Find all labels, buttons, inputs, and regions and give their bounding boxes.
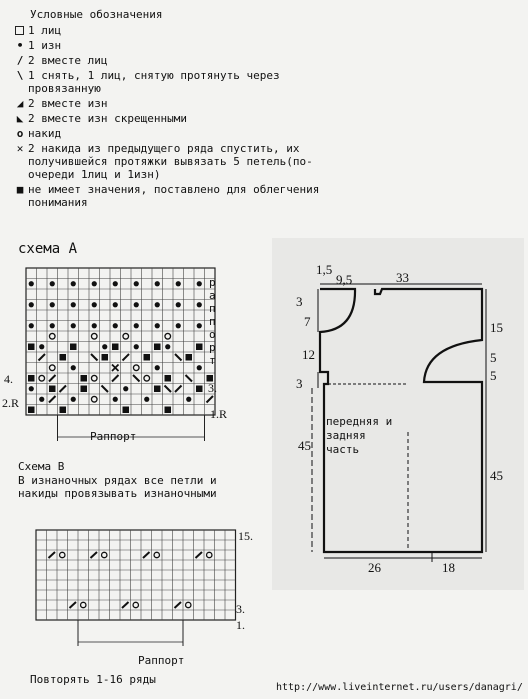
- yarn-over-circle: [154, 552, 159, 557]
- legend-item-text: 1 изн: [28, 39, 62, 52]
- purl-dot: [155, 281, 160, 286]
- purl-dot: [186, 397, 191, 402]
- yarn-over-circle: [144, 375, 150, 381]
- purl-dot: [197, 302, 202, 307]
- purl-dot: [71, 365, 76, 370]
- purl-dot: [102, 344, 107, 349]
- filled-dot-icon: •: [16, 39, 24, 52]
- filled-square: [81, 375, 88, 382]
- decrease-slash: [102, 386, 109, 393]
- decrease-slash: [91, 354, 98, 361]
- decrease-slash: [60, 386, 67, 393]
- scheme-b-repeat-label: Раппорт: [138, 654, 185, 667]
- purl-dot: [155, 302, 160, 307]
- filled-square: [154, 386, 161, 393]
- yarn-over-circle: [165, 333, 171, 339]
- side-letter: п: [209, 315, 216, 328]
- dim-5b: 5: [490, 368, 497, 383]
- bold-slash-right-icon: ◢: [16, 97, 24, 110]
- side-letter: о: [209, 328, 216, 341]
- scheme-a-row-3: 3.: [208, 381, 217, 395]
- purl-dot: [134, 344, 139, 349]
- decrease-slash: [196, 552, 203, 558]
- yarn-over-circle: [123, 333, 129, 339]
- scheme-a-repeat-label: Раппорт: [90, 430, 137, 443]
- purl-dot: [50, 302, 55, 307]
- filled-square: [165, 375, 172, 382]
- filled-square-icon: ■: [16, 183, 24, 196]
- part-label-1: передняя и: [326, 415, 393, 428]
- purl-dot: [155, 365, 160, 370]
- yarn-over-circle: [133, 602, 138, 607]
- purl-dot: [29, 302, 34, 307]
- scheme-a-row-2R: 2.R: [2, 396, 20, 410]
- purl-dot: [176, 281, 181, 286]
- dim-18: 18: [442, 560, 455, 575]
- dim-5: 5: [490, 350, 497, 365]
- legend-item-text: 1 снять, 1 лиц, снятую протянуть через: [28, 69, 280, 82]
- decrease-slash: [49, 552, 56, 558]
- purl-dot: [165, 344, 170, 349]
- legend-item-text: понимания: [28, 196, 88, 209]
- legend-item-text: 2 вместе изн скрещенными: [28, 112, 187, 125]
- scheme-b-note-2: накиды провязывать изнаночными: [18, 487, 217, 500]
- purl-dot: [92, 302, 97, 307]
- purl-dot: [134, 281, 139, 286]
- purl-dot: [155, 323, 160, 328]
- yarn-over-circle: [186, 602, 191, 607]
- yarn-over-circle: [60, 552, 65, 557]
- side-letter: а: [209, 289, 216, 302]
- filled-square: [102, 354, 109, 361]
- yarn-over-circle: [91, 333, 97, 339]
- dim-3-top: 3: [296, 294, 303, 309]
- filled-square: [196, 386, 203, 393]
- purl-dot: [92, 281, 97, 286]
- yarn-over-circle: [102, 552, 107, 557]
- decrease-slash: [175, 386, 182, 393]
- filled-square: [123, 407, 130, 414]
- dim-33: 33: [396, 270, 409, 285]
- filled-square: [49, 386, 56, 393]
- decrease-slash: [122, 602, 129, 608]
- scheme-b-row-15: 15.: [238, 529, 253, 543]
- purl-dot: [50, 323, 55, 328]
- dim-45-right: 45: [490, 468, 503, 483]
- scheme-b-grid: [36, 530, 236, 620]
- dim-12: 12: [302, 347, 315, 362]
- legend-item-text: 2 вместе лиц: [28, 54, 108, 67]
- filled-square: [144, 354, 151, 361]
- yarn-over-circle: [207, 552, 212, 557]
- yarn-over-circle: [91, 375, 97, 381]
- purl-dot: [71, 281, 76, 286]
- purl-dot: [71, 397, 76, 402]
- legend-item-text: 1 лиц: [28, 24, 62, 37]
- filled-square: [154, 344, 161, 351]
- footer-url[interactable]: http://www.liveinternet.ru/users/danagri/: [276, 682, 523, 693]
- yarn-over-circle: [133, 365, 139, 371]
- scheme-b-note-1: В изнаночных рядах все петли и: [18, 474, 217, 487]
- dim-9-5: 9,5: [336, 272, 353, 287]
- decrease-slash: [49, 396, 56, 403]
- purl-dot: [29, 323, 34, 328]
- filled-square: [60, 354, 67, 361]
- side-letter: р: [209, 276, 216, 289]
- yarn-over-circle: [91, 396, 97, 402]
- purl-dot: [50, 281, 55, 286]
- dim-45-left: 45: [298, 438, 311, 453]
- filled-square: [196, 344, 203, 351]
- decrease-slash: [49, 375, 56, 382]
- decrease-slash: [39, 354, 46, 361]
- purl-dot: [134, 302, 139, 307]
- purl-dot: [123, 386, 128, 391]
- purl-dot: [39, 344, 44, 349]
- side-letter: п: [209, 302, 216, 315]
- legend-item-text: не имеет значения, поставлено для облегчения: [28, 183, 320, 196]
- purl-dot: [134, 323, 139, 328]
- decrease-slash: [175, 354, 182, 361]
- filled-square: [165, 407, 172, 414]
- purl-dot: [197, 323, 202, 328]
- filled-square: [28, 344, 35, 351]
- scheme-a-title: схема А: [18, 241, 78, 257]
- decrease-slash: [165, 386, 172, 393]
- filled-square: [186, 354, 193, 361]
- part-label-2: задняя: [326, 429, 366, 442]
- scheme-a-row-4: 4.: [4, 372, 13, 386]
- dim-7: 7: [304, 314, 311, 329]
- open-circle-icon: o: [16, 127, 24, 140]
- purl-dot: [176, 323, 181, 328]
- purl-dot: [113, 397, 118, 402]
- dim-15: 15: [490, 320, 503, 335]
- legend-item-text: получившейся протяжки вывязать 5 петель(по-: [28, 155, 313, 168]
- purl-dot: [176, 302, 181, 307]
- legend-item-text: 2 накида из предыдущего ряда спустить, их: [28, 142, 300, 155]
- decrease-slash: [186, 375, 193, 382]
- purl-dot: [29, 281, 34, 286]
- yarn-over-circle: [49, 333, 55, 339]
- filled-square: [112, 344, 119, 351]
- purl-dot: [71, 302, 76, 307]
- dim-3-bottom: 3: [296, 376, 303, 391]
- purl-dot: [29, 386, 34, 391]
- decrease-slash: [133, 375, 140, 382]
- scheme-b-title: Схема В: [18, 460, 65, 473]
- yarn-over-circle: [81, 602, 86, 607]
- purl-dot: [113, 323, 118, 328]
- decrease-slash: [123, 354, 130, 361]
- decrease-slash: [175, 602, 182, 608]
- yarn-over-circle: [39, 375, 45, 381]
- bold-slash-left-icon: ◣: [16, 112, 24, 125]
- slash-left-icon: \: [16, 69, 24, 82]
- decrease-slash: [91, 552, 98, 558]
- side-letter: т: [209, 354, 216, 367]
- filled-square: [28, 375, 35, 382]
- filled-square: [28, 407, 35, 414]
- filled-square: [60, 407, 67, 414]
- purl-dot: [144, 397, 149, 402]
- legend-title: Условные обозначения: [30, 8, 163, 21]
- legend-item-text: 2 вместе изн: [28, 97, 108, 110]
- scheme-b-footer-note: Повторять 1-16 ряды: [30, 673, 156, 686]
- decrease-slash: [70, 602, 77, 608]
- decrease-slash: [143, 552, 150, 558]
- purl-dot: [39, 397, 44, 402]
- filled-square: [70, 344, 77, 351]
- dim-1-5: 1,5: [316, 262, 333, 277]
- decrease-slash: [112, 375, 119, 382]
- purl-dot: [197, 281, 202, 286]
- yarn-over-circle: [49, 365, 55, 371]
- side-letter: р: [209, 341, 216, 354]
- cross-icon: ✕: [16, 142, 24, 155]
- dim-26: 26: [368, 560, 381, 575]
- legend-item-text: накид: [28, 127, 62, 140]
- slash-right-icon: /: [16, 54, 24, 67]
- scheme-a-row-1R: 1.R: [210, 407, 228, 421]
- purl-dot: [71, 323, 76, 328]
- legend-item-text: провязанную: [28, 82, 101, 95]
- scheme-b-row-3: 3.: [236, 602, 245, 616]
- scheme-b-row-1: 1.: [236, 618, 245, 632]
- purl-dot: [92, 323, 97, 328]
- part-label-3: часть: [326, 443, 360, 456]
- purl-dot: [113, 302, 118, 307]
- filled-square: [81, 386, 88, 393]
- purl-dot: [197, 365, 202, 370]
- decrease-slash: [207, 396, 214, 403]
- legend-item-text: очереди 1лиц и 1изн): [28, 168, 161, 181]
- purl-dot: [113, 281, 118, 286]
